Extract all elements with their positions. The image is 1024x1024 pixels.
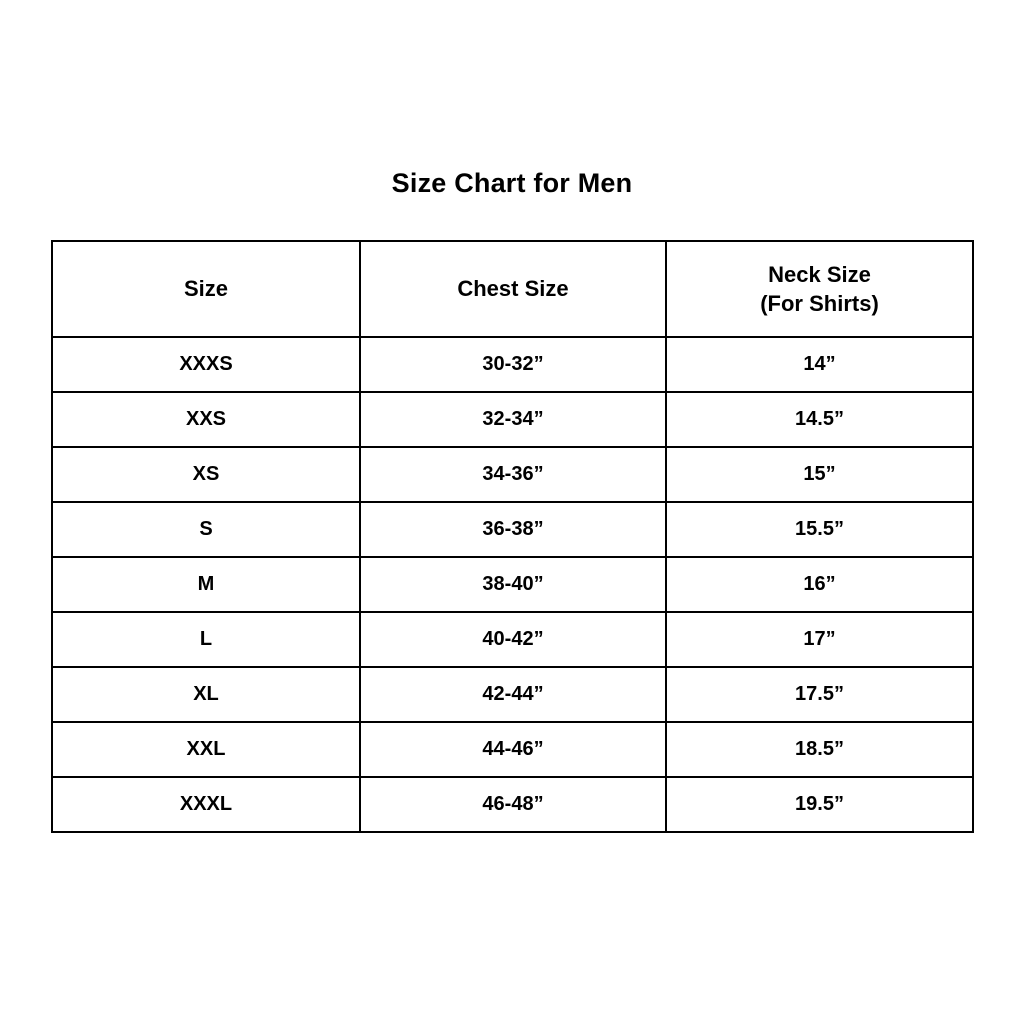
page-title: Size Chart for Men xyxy=(391,168,633,198)
cell-size: L xyxy=(52,612,360,667)
cell-chest: 40-42” xyxy=(360,612,666,667)
cell-chest: 38-40” xyxy=(360,557,666,612)
cell-size: XXXS xyxy=(52,337,360,392)
table-header xyxy=(52,241,973,337)
column-header-chest xyxy=(360,241,666,337)
cell-neck: 17” xyxy=(666,612,973,667)
column-header-size xyxy=(52,241,360,337)
column-header-size-label: Size xyxy=(183,276,229,302)
cell-size: XXXL xyxy=(52,777,360,832)
cell-size: XXL xyxy=(52,722,360,777)
table-row xyxy=(52,667,973,722)
cell-chest: 30-32” xyxy=(360,337,666,392)
cell-size: XL xyxy=(52,667,360,722)
cell-chest: 44-46” xyxy=(360,722,666,777)
cell-size: XXS xyxy=(52,392,360,447)
cell-neck: 17.5” xyxy=(666,667,973,722)
table-row xyxy=(52,337,973,392)
cell-neck: 19.5” xyxy=(666,777,973,832)
size-chart-table xyxy=(51,240,974,833)
cell-chest: 34-36” xyxy=(360,447,666,502)
column-header-chest-label: Chest Size xyxy=(457,276,569,302)
table-row xyxy=(52,557,973,612)
table-header-row xyxy=(52,241,973,337)
cell-chest: 32-34” xyxy=(360,392,666,447)
cell-chest: 42-44” xyxy=(360,667,666,722)
table-row xyxy=(52,722,973,777)
cell-neck: 18.5” xyxy=(666,722,973,777)
cell-neck: 14” xyxy=(666,337,973,392)
cell-neck: 14.5” xyxy=(666,392,973,447)
table-row xyxy=(52,502,973,557)
cell-neck: 15.5” xyxy=(666,502,973,557)
cell-neck: 16” xyxy=(666,557,973,612)
column-header-neck-sublabel: (For Shirts) xyxy=(760,291,879,316)
cell-size: XS xyxy=(52,447,360,502)
table-row xyxy=(52,612,973,667)
cell-size: S xyxy=(52,502,360,557)
cell-size: M xyxy=(52,557,360,612)
cell-chest: 36-38” xyxy=(360,502,666,557)
table-row xyxy=(52,777,973,832)
table-body xyxy=(52,337,973,832)
column-header-neck-label: Neck Size xyxy=(768,261,871,287)
cell-neck: 15” xyxy=(666,447,973,502)
cell-chest: 46-48” xyxy=(360,777,666,832)
column-header-neck xyxy=(666,241,973,337)
table-row xyxy=(52,392,973,447)
table-row xyxy=(52,447,973,502)
